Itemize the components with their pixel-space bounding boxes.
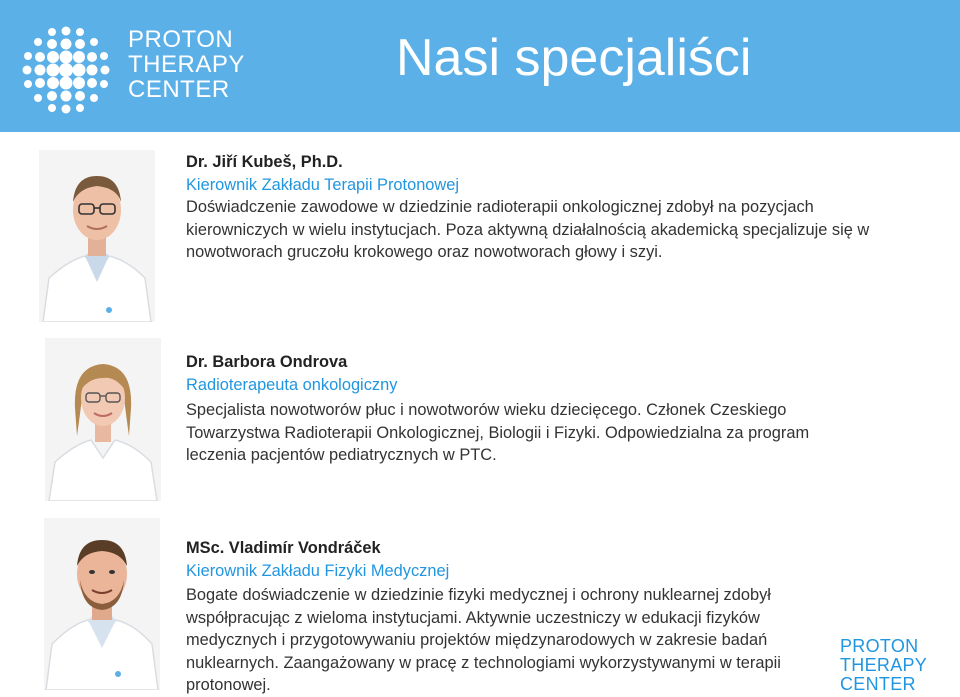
- specialist-photo: [44, 518, 160, 690]
- specialist-description-line: Specjalista nowotworów płuc i nowotworów wieku dziecięcego. Członek Czeskiego: [186, 401, 787, 419]
- specialist-bio: [186, 351, 886, 467]
- specialist-description-line: nowotworach gruczołu krokowego oraz nowotworach głowy i szyi.: [186, 243, 663, 261]
- specialist-bio: [186, 537, 886, 697]
- page-title: Nasi specjaliści: [396, 29, 752, 87]
- proton-logo-icon: [20, 24, 112, 116]
- portrait-man-icon: [44, 518, 160, 690]
- specialist-role: Radioterapeuta onkologiczny: [186, 375, 398, 394]
- specialist-name: Dr. Barbora Ondrova: [186, 353, 348, 371]
- specialist-description-line: kierowniczych w wielu instytucjach. Poza aktywną działalnością akademicką specjalizuje się w: [186, 220, 870, 239]
- specialist-photo: [39, 150, 155, 322]
- specialist-description-line: Bogate doświadczenie w dziedzinie fizyki medycznej i ochrony nuklearnej zdobył: [186, 586, 771, 604]
- specialist-description-line: nuklearnych. Zaangażowany w pracę z technologiami wykorzystywanymi w terapii: [186, 653, 781, 672]
- logo-line: PROTON: [128, 26, 234, 53]
- portrait-man-icon: [39, 150, 155, 322]
- specialist-description-line: współpracując z wieloma instytucjami. Aktywnie uczestniczy w edukacji fizyków: [186, 608, 760, 627]
- header-logo-text: [128, 27, 245, 102]
- portrait-woman-icon: [45, 338, 161, 501]
- specialist-name: MSc. Vladimír Vondráček: [186, 539, 381, 557]
- logo-line: THERAPY: [840, 655, 928, 675]
- logo-line: CENTER: [128, 76, 230, 103]
- specialist-name: Dr. Jiří Kubeš, Ph.D.: [186, 153, 343, 171]
- specialist-description-line: leczenia pacjentów pediatrycznych w PTC.: [186, 446, 497, 464]
- logo-line: PROTON: [840, 636, 919, 656]
- specialist-description-line: Doświadczenie zawodowe w dziedzinie radioterapii onkologicznej zdobył na pozycjach: [186, 198, 814, 216]
- specialist-role: Kierownik Zakładu Terapii Protonowej: [186, 175, 460, 194]
- logo-line: THERAPY: [128, 51, 245, 78]
- header-banner: [0, 0, 960, 132]
- specialist-description-line: protonowej.: [186, 676, 271, 694]
- footer-logo-text: [840, 637, 927, 694]
- specialist-description-line: Towarzystwa Radioterapii Onkologicznej, Biologii i Fizyki. Odpowiedzialna za program: [186, 423, 810, 442]
- logo-line: CENTER: [840, 674, 916, 694]
- specialist-description-line: medycznych i przygotowywaniu projektów międzynarodowych w zakresie badań: [186, 631, 768, 649]
- specialist-bio: [186, 151, 886, 264]
- specialist-role: Kierownik Zakładu Fizyki Medycznej: [186, 561, 450, 580]
- specialist-photo: [45, 338, 161, 501]
